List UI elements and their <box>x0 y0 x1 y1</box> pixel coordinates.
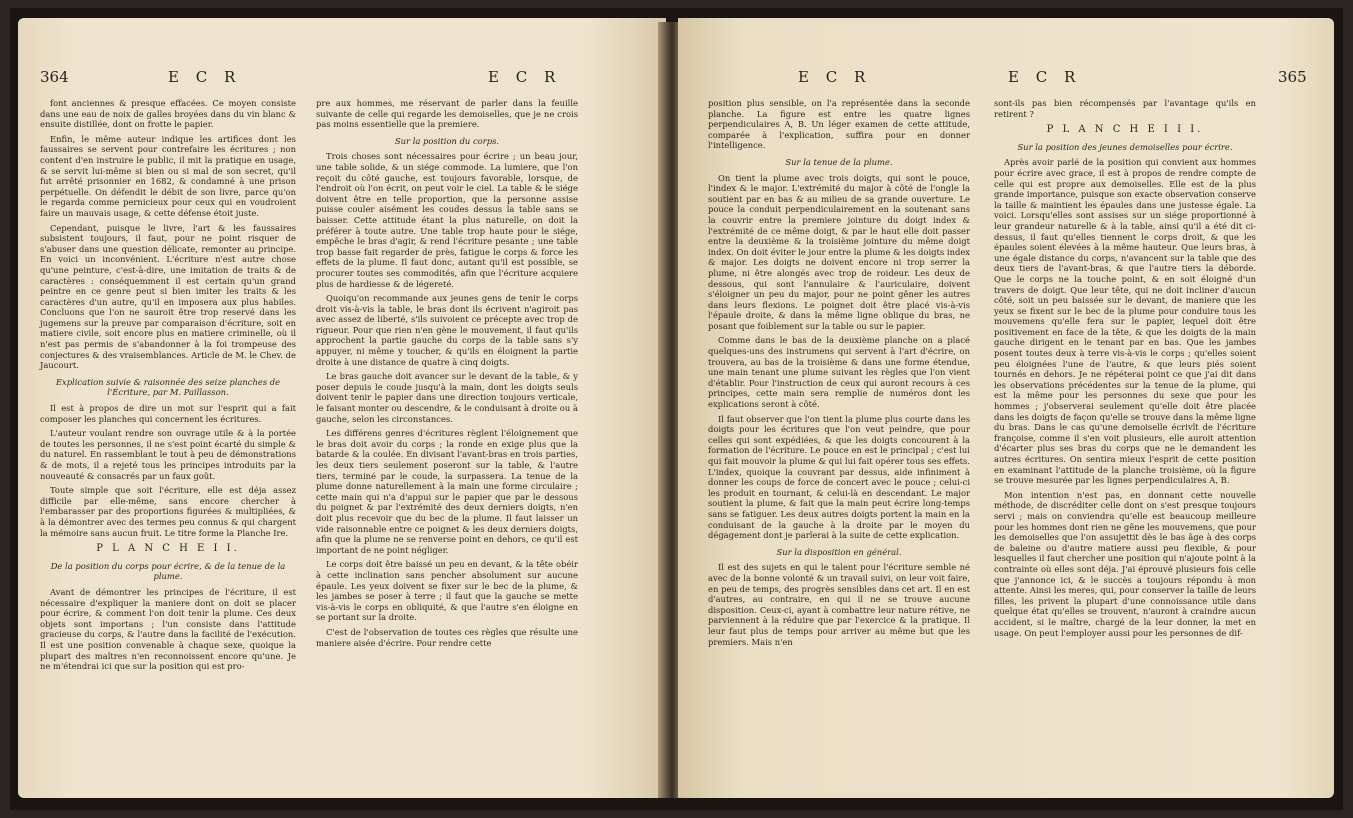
section-heading: Sur la position des jeunes demoiselles pour écrire. <box>1017 141 1233 152</box>
plate-heading: P L A N C H E I I I. <box>1046 124 1204 136</box>
book-spread <box>10 8 1343 810</box>
right-page <box>678 18 1334 798</box>
paragraph: Avant de démontrer les principes de l'écriture, il est nécessaire d'expliquer la maniere dont on doit se placer pour écrire, & comment l'on doit tenir la plume. Ces deux objets sont importans ; l'un consiste dans l'attitude gracieuse du corps, & l'autre dans la facilité de l'exécution. Il est une position convenable à chaque sexe, quoique la plupart des maîtres n'en reconnoissent encore qu'une. Je ne m'étendrai ici que sur la position qui est pro- <box>40 586 296 672</box>
paragraph: font anciennes & presque effacées. Ce moyen consiste dans une eau de noix de galles broyées dans du vin blanc & ensuite distillée, dont on frotte le papier. <box>40 98 296 130</box>
section-heading: Explication suivie & raisonnée des seize planches de l'Écriture, par M. Paillasson. <box>55 376 281 398</box>
text-column <box>708 98 970 651</box>
paragraph: C'est de l'observation de toutes ces règles que résulte une maniere aisée d'écrire. Pour rendre cette <box>316 626 578 648</box>
paragraph: position plus sensible, on l'a représentée dans la seconde planche. La figure est entre les quatre lignes perpendiculaires A, B. Un léger examen de cette attitude, comparée à l'explication, suffira pour en donner l'intelligence. <box>708 98 970 151</box>
paragraph: Quoiqu'on recommande aux jeunes gens de tenir le corps droit vis-à-vis la table, le bras dont ils écrivent n'agiroit pas avec assez de liberté, s'ils suivoient ce précepte avec trop de rigueur. Pour que rien n'en gène le mouvement, il faut qu'ils approchent la partie gauche du corps de la table sans s'y appuyer, ni même y toucher, & qu'ils en éloignent la partie droite à une distance de quatre à cinq doigts. <box>316 293 578 367</box>
paragraph: Cependant, puisque le livre, l'art & les faussaires subsistent toujours, il faut, pour ne point risquer de s'abuser dans une question délicate, remonter au principe. En voici un inconvénient. L'écriture n'est autre chose qu'une peinture, c'est-à-dire, une imitation de traits & de caractères : conséquemment il est certain qu'un grand peintre en ce genre peut si bien imiter les traits & les caractères d'un autre, qu'il en imposera aux plus habiles. Concluons que l'on ne sauroit être trop reservé dans les jugemens sur la preuve par comparaison d'écriture, soit en matiere civile, soit encore plus en matiere criminelle, où il n'est pas permis de s'abandonner à la foi trompeuse des conjectures & des vraisemblances. Article de M. le Chev. de Jaucourt. <box>40 222 296 371</box>
left-page <box>18 18 666 798</box>
paragraph: On tient la plume avec trois doigts, qui sont le pouce, l'index & le major. L'extrémité du major à côté de l'ongle la soutient par en bas & au milieu de sa grande ouverture. Le pouce la conduit perpendiculairement en la soutenant sans la couvrir entre la premiere jointure du doigt index & l'extrémité de ce même doigt, & par le haut elle doit passer entre la deuxième & la troisième jointure du même doigt index. On doit éviter le jour entre la plume & les doigts index & major. Les doigts ne doivent encore ni trop serrer la plume, ni être alongés avec trop de roideur. Les deux de dessous, qui sont l'annulaire & l'auriculaire, doivent s'éloigner un peu du major, pour ne point gêner les autres dans leurs flexions. Le poignet doit être placé vis-à-vis l'épaule droite, & dans la même ligne oblique du bras, ne posant que foiblement sur la table ou sur le papier. <box>708 172 970 331</box>
paragraph: Le corps doit être baissé un peu en devant, & la tête obéir à cette inclination sans pencher absolument sur aucune épaule. Les yeux doivent se fixer sur le bec de la plume, & les jambes se poser à terre ; il faut que la gauche se mette vis-à-vis le corps en obliquité, & que l'autre s'en éloigne en se portant sur la droite. <box>316 559 578 623</box>
paragraph: Comme dans le bas de la deuxième planche on a placé quelques-uns des instrumens qui servent à l'art d'écrire, on trouvera, au bas de la troisième & dans une forme étendue, une main tenant une plume suivant les règles que l'on vient d'établir. Pour l'instruction de ceux qui auront recours à ces principes, cette main sera remplie de numéros dont les explications seront à côté. <box>708 335 970 410</box>
paragraph: Mon intention n'est pas, en donnant cette nouvelle méthode, de discréditer celle dont on s'est presque toujours servi ; mais on conviendra qu'elle est beaucoup meilleure pour les hommes dont rien ne gêne les mouvemens, que pour les demoiselles que l'on assujettit dès le bas âge à des corps de baleine ou d'autre matiere aussi peu flexible, & pour lesquelles il faut chercher une position qui n'ajoute point à la contrainte où elles sont déja. J'ai éprouvé plusieurs fois celle que j'annonce ici, & le succès a toujours répondu à mon attente. Ainsi les meres, qui, pour conserver la taille de leurs filles, les privent la plupart d'une connoissance utile dans quelque état qu'elles se trouvent, n'auront à craindre aucun accident, si le maître, chargé de la leur donner, la met en usage. On peut l'employer aussi pour les personnes de dif- <box>994 489 1256 638</box>
running-head: E C R <box>488 68 562 86</box>
paragraph: Enfin, le même auteur indique les artifices dont les faussaires se servent pour contrefaire les écritures ; non content d'en instruire le public, il mit la pratique en usage, & se servit lui-même si bien ou si mal de son secret, qu'il fut arrêté prisonnier en 1682, & condamné à une prison perpétuelle. On défendit le débit de son livre, parce qu'on le regarda comme pernicieux pour ceux qui en voudroient faire un mauvais usage, & cette défense étoit juste. <box>40 133 296 218</box>
paragraph: Toute simple que soit l'écriture, elle est déja assez difficile par elle-même, sans encore chercher à l'embarasser par des proportions figurées & multipliées, & à la démontrer avec des termes peu connus & qui chargent la mémoire sans aucun fruit. Le titre forme la Planche Ire. <box>40 485 296 538</box>
text-column <box>316 98 578 652</box>
paragraph: Il est à propos de dire un mot sur l'esprit qui a fait composer les planches qui concernent les écritures. <box>40 403 296 424</box>
section-heading: De la position du corps pour écrire, & de la tenue de la plume. <box>50 560 286 582</box>
paragraph: Il faut observer que l'on tient la plume plus courte dans les doigts pour les écritures que l'on veut peindre, que pour celles qui sont expédiées, & que les doigts concourent à la formation de l'écriture. Le pouce en est le principal ; c'est lui qui fait mouvoir la plume & qui lui fait opérer tous ses effets. L'index, quoique la couvrant par dessus, aide infiniment à donner les coups de force de concert avec le pouce ; celui-ci les produit en tournant, & celui-là en descendant. Le major soutient la plume, & fait que la main peut écrire long-temps sans se fatiguer. Les deux autres doigts portent la main en la conduisant de la gauche à la droite par le moyen du dégagement dont je parlerai à la suite de cette explication. <box>708 413 970 541</box>
section-heading: Sur la disposition en général. <box>776 546 902 557</box>
text-column <box>40 98 296 676</box>
running-head: E C R <box>168 68 242 86</box>
page-number: 364 <box>40 68 69 86</box>
paragraph: Les différens genres d'écritures règlent l'éloignement que le bras doit avoir du corps ; la ronde en exige plus que la batarde & la coulée. En divisant l'avant-bras en trois parties, les deux tiers seulement poseront sur la table, & l'autre tiers, terminé par le coude, la surpassera. La tenue de la plume donne naturellement à la main une forme circulaire ; cette main qui n'a d'appui sur le papier que par le dessous du poignet & par l'extrémité des deux derniers doigts, n'en doit plus recevoir que du bec de la plume. Il faut laisser un vide raisonnable entre ce poignet & les deux derniers doigts, afin que la plume ne se renverse point en dehors, ce qu'il est important de ne point négliger. <box>316 428 578 555</box>
paragraph: sont-ils pas bien récompensés par l'avantage qu'ils en retirent ? <box>994 98 1256 119</box>
section-heading: Sur la position du corps. <box>394 135 500 146</box>
paragraph: Il est des sujets en qui le talent pour l'écriture semble né avec de la bonne volonté & un travail suivi, on leur voit faire, en peu de temps, des progrès sensibles dans cet art. Il en est d'autres, au contraire, en qui il ne se trouve aucune disposition. Ceux-ci, ayant à combattre leur nature rétive, ne parviennent à la réduire que par l'exercice & la pratique. Il leur faut plus de temps pour arriver au même but que les premiers. Mais n'en <box>708 562 970 647</box>
running-head: E C R <box>1008 68 1082 86</box>
paragraph: Le bras gauche doit avancer sur le devant de la table, & y poser depuis le coude jusqu'à la main, dont les doigts seuls doivent tenir le papier dans une direction toujours verticale, le faisant monter ou descendre, & le conduisant à droite ou à gauche, selon les circonstances. <box>316 371 578 424</box>
paragraph: Trois choses sont nécessaires pour écrire ; un beau jour, une table solide, & un siége commode. La lumiere, que l'on reçoit du côté gauche, est toujours favorable, lorsque, de l'endroit où l'on écrit, on peut voir le ciel. La table & le siége doivent être en telle proportion, que la personne assise puisse couler aisément les coudes dessus la table sans se baisser. Cette attitude étant la plus naturelle, on doit la préférer à toute autre. Une table trop haute pour le siége, empêche le bras d'agir, & rend l'écriture pesante ; une table trop basse fait regarder de près, fatigue le corps & force les effets de la plume. Il faut donc, autant qu'il est possible, se procurer toutes ses commodités, afin que l'écriture acquiere plus de hardiesse & de légereté. <box>316 151 578 289</box>
plate-heading: P L A N C H E I I. <box>96 543 240 555</box>
section-heading: Sur la tenue de la plume. <box>785 156 893 167</box>
text-column <box>994 98 1256 642</box>
paragraph: pre aux hommes, me réservant de parler dans la feuille suivante de celle qui regarde les demoiselles, que je ne crois pas moins essentielle que la premiere. <box>316 98 578 130</box>
paragraph: L'auteur voulant rendre son ouvrage utile & à la portée de toutes les personnes, il ne s'est point écarté du simple & du naturel. En rassemblant le tout à peu de démonstrations & de mots, il a rejeté tous les principes introduits par la nouveauté & consacrés par un faux goût. <box>40 428 296 481</box>
paragraph: Après avoir parlé de la position qui convient aux hommes pour écrire avec grace, il est à propos de rendre compte de celle qui est propre aux demoiselles. Elle est de la plus grande importance, puisque son exacte observation conserve la taille & maintient les épaules dans une justesse égale. La voici. Lorsqu'elles sont assises sur un siége proportionné à leur grandeur naturelle & à la table, ainsi qu'il a été dit ci-dessus, il faut qu'elles tiennent le corps droit, & que les épaules soient élevées à la même hauteur. Que leurs bras, à une égale distance du corps, n'avancent sur la table que des deux tiers de l'avant-bras, & que l'autre tiers la déborde. Que le corps ne la touche point, & en soit éloigné d'un travers de doigt. Que leur tête, qui ne doit incliner d'aucun côté, soit un peu baissée sur le devant, de maniere que les yeux se fixent sur le bec de la plume pour conduire tous les mouvemens qu'elle fera sur le papier, lequel doit être positivement en face de la tête, & que les doigts de la main gauche dirigent en le tenant par en bas. Que les jambes posent toutes deux à terre vis-à-vis le corps ; qu'elles soient peu éloignées l'une de l'autre, & que leurs piés soient tournés en dehors. Je ne répéterai point ce que j'ai dit dans les observations précédentes sur la tenue de la plume, qui est la même pour les personnes du sexe que pour les hommes ; j'observerai seulement qu'elle doit être placée dans les doigts de façon qu'elle se trouve dans la même ligne du bras. Dans le cas qu'une demoiselle écrivît de l'écriture françoise, comme il s'en voit plusieurs, elle auroit attention d'écarter plus ses bras du corps que ne le demandent les autres écritures. On sentira mieux l'esprit de cette position en examinant l'attitude de la planche troisième, où la figure se trouve mesurée par les lignes perpendiculaires A, B. <box>994 157 1256 486</box>
page-number: 365 <box>1278 68 1307 86</box>
running-head: E C R <box>798 68 872 86</box>
